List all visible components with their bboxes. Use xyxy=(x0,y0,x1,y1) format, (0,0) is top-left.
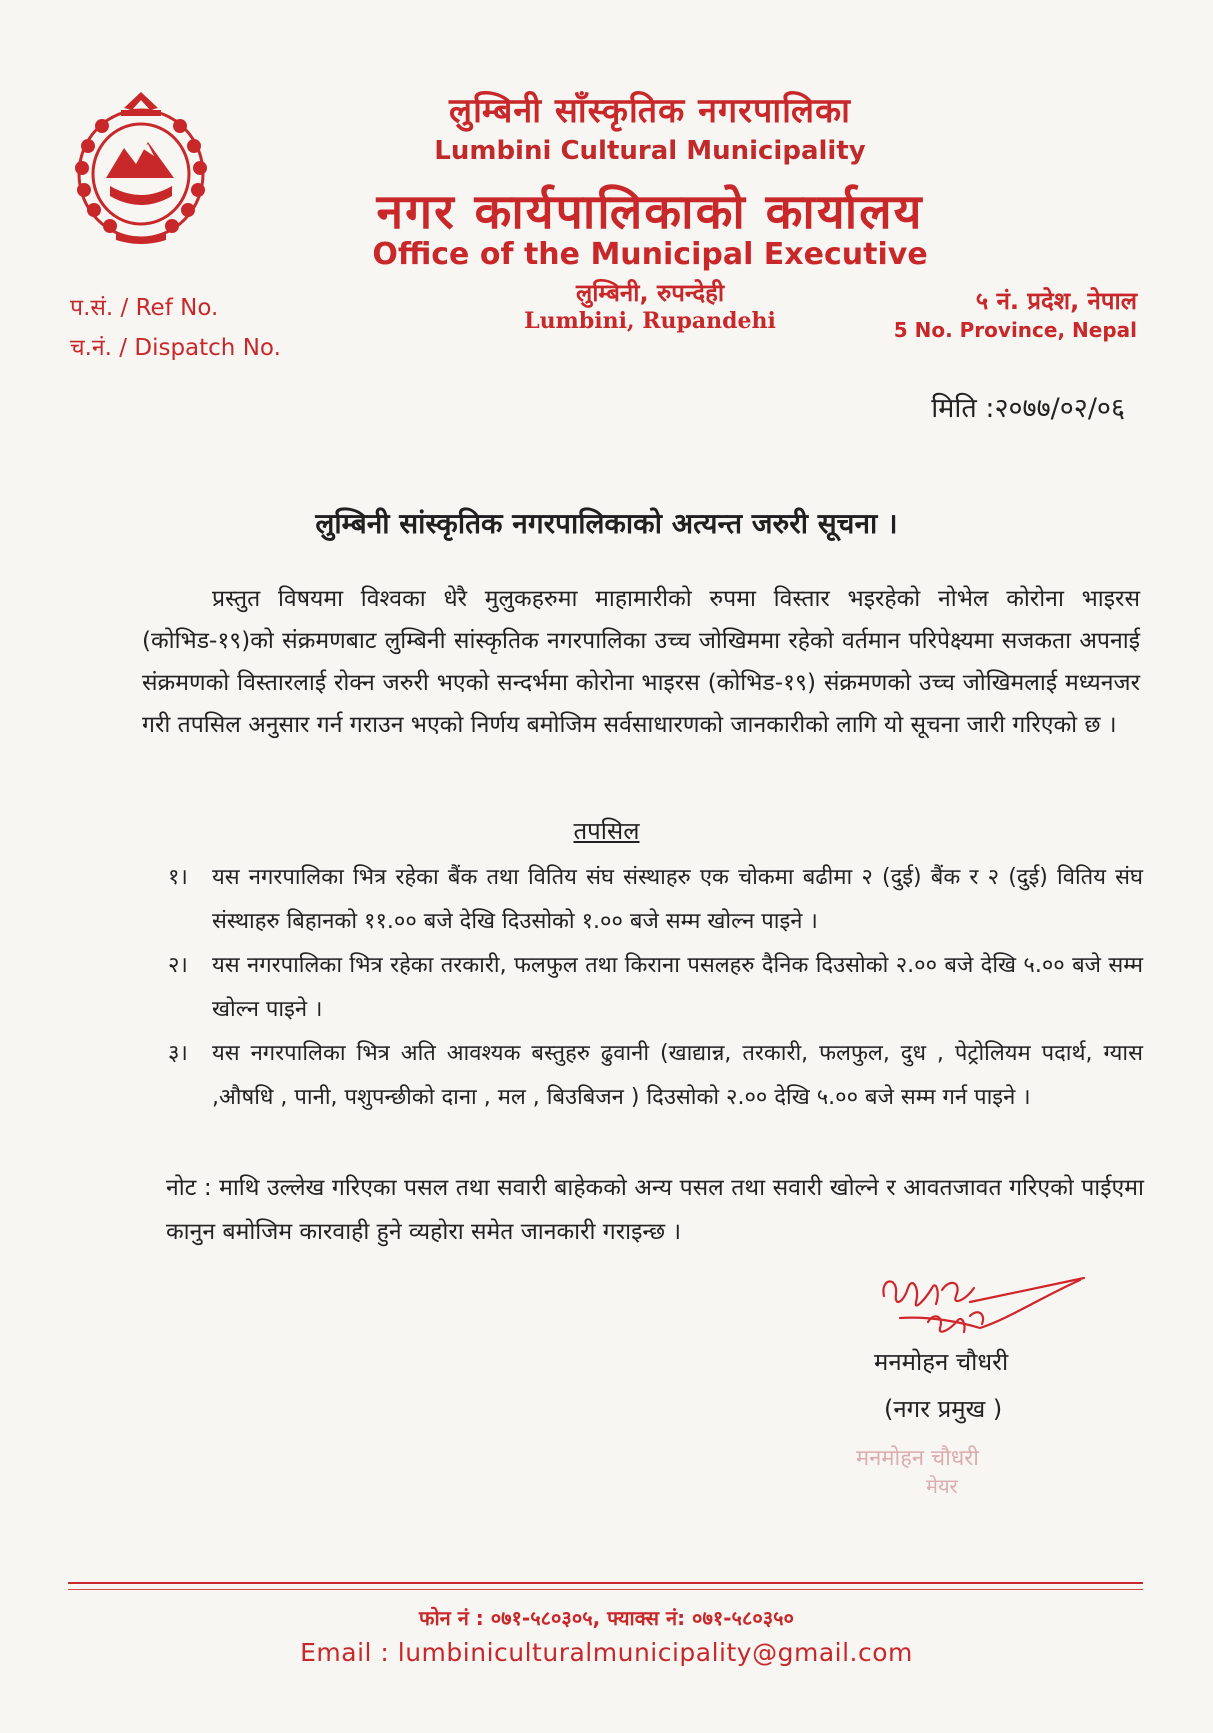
notice-title: लुम्बिनी सांस्कृतिक नगरपालिकाको अत्यन्त जरुरी सूचना । xyxy=(315,507,898,540)
footer-phone: फोन नं : ०७१-५८०३०५, फ्याक्स नं: ०७१-५८०३५० xyxy=(419,1606,794,1630)
item-text: यस नगरपालिका भित्र रहेका बैंक तथा वितिय संघ संस्थाहरु एक चोकमा बढीमा २ (दुई) बैंक र २ (दुई) वितिय संघ संस्थाहरु बिहानको ११.०० बजे देखि दिउसोको १.०० बजे सम्म खोल्न पाइने । xyxy=(212,865,1144,934)
signatory-role: (नगर प्रमुख ) xyxy=(884,1395,1003,1423)
signature-icon xyxy=(870,1258,1090,1358)
list-item xyxy=(168,944,1143,1032)
list-item xyxy=(168,856,1143,944)
dispatch-no-label: च.नं. / Dispatch No. xyxy=(70,335,281,361)
notice-body xyxy=(142,578,1140,746)
body-paragraph: प्रस्तुत विषयमा विश्वका धेरै मुलुकहरुमा माहामारीको रुपमा विस्तार भइरहेको नोभेल कोरोना भाइरस (कोभिड-१९)को संक्रमणबाट लुम्बिनी सांस्कृतिक नगरपालिका उच्च जोखिममा रहेको वर्तमान परिपेक्ष्यमा सजकता अपनाई संक्रमणको विस्तारलाई रोक्न जरुरी भएको सन्दर्भमा कोरोना भाइरस (कोभिड-१९) संक्रमणको उच्च जोखिमलाई मध्यनजर गरी तपसिल अनुसार गर्न गराउन भएको निर्णय बमोजिम सर्वसाधारणको जानकारीको लागि यो सूचना जारी गरिएको छ । xyxy=(142,586,1140,738)
office-name-en: Office of the Municipal Executive xyxy=(372,237,928,272)
schedule-heading: तपसिल xyxy=(573,817,640,845)
list-item xyxy=(168,1032,1143,1120)
notice-note: नोट : माथि उल्लेख गरिएका पसल तथा सवारी बाहेकको अन्य पसल तथा सवारी खोल्ने र आवतजावत गरिएको पाईएमा कानुन बमोजिम कारवाही हुने व्यहोरा समेत जानकारी गराइन्छ । xyxy=(166,1175,1144,1245)
org-name-np: लुम्बिनी साँस्कृतिक नगरपालिका xyxy=(449,91,851,131)
nepal-emblem-icon xyxy=(66,86,216,246)
org-name-en: Lumbini Cultural Municipality xyxy=(434,136,866,166)
item-number: ३। xyxy=(168,1041,188,1066)
stamp-name: मनमोहन चौधरी xyxy=(856,1446,979,1471)
province-np: ५ नं. प्रदेश, नेपाल xyxy=(975,287,1137,315)
item-text: यस नगरपालिका भित्र रहेका तरकारी, फलफुल तथा किराना पसलहरु दैनिक दिउसोको २.०० बजे देखि ५.०० बजे सम्म खोल्न पाइने । xyxy=(212,953,1143,1022)
stamp-title: मेयर xyxy=(926,1474,958,1498)
footer-email: Email : lumbiniculturalmunicipality@gmail.com xyxy=(300,1638,913,1667)
item-number: १। xyxy=(168,865,188,890)
ref-no-label: प.सं. / Ref No. xyxy=(70,295,219,321)
notice-date: मिति :२०७७/०२/०६ xyxy=(931,393,1125,424)
location-en: Lumbini, Rupandehi xyxy=(524,308,776,334)
footer-divider xyxy=(68,1582,1143,1584)
item-text: यस नगरपालिका भित्र अति आवश्यक बस्तुहरु ढुवानी (खाद्यान्न, तरकारी, फलफुल, दुध , पेट्रोलियम पदार्थ, ग्यास ,औषधि , पानी, पशुपन्छीको दाना , मल , बिउबिजन ) दिउसोको २.०० देखि ५.०० बजे सम्म गर्न पाइने । xyxy=(212,1041,1143,1110)
location-np: लुम्बिनी, रुपन्देही xyxy=(575,279,725,307)
footer-divider xyxy=(68,1589,1143,1590)
schedule-list xyxy=(168,856,1143,1120)
item-number: २। xyxy=(168,953,188,978)
signatory-name: मनमोहन चौधरी xyxy=(874,1348,1009,1376)
office-name-np: नगर कार्यपालिकाको कार्यालय xyxy=(376,184,924,240)
province-en: 5 No. Province, Nepal xyxy=(893,318,1137,342)
